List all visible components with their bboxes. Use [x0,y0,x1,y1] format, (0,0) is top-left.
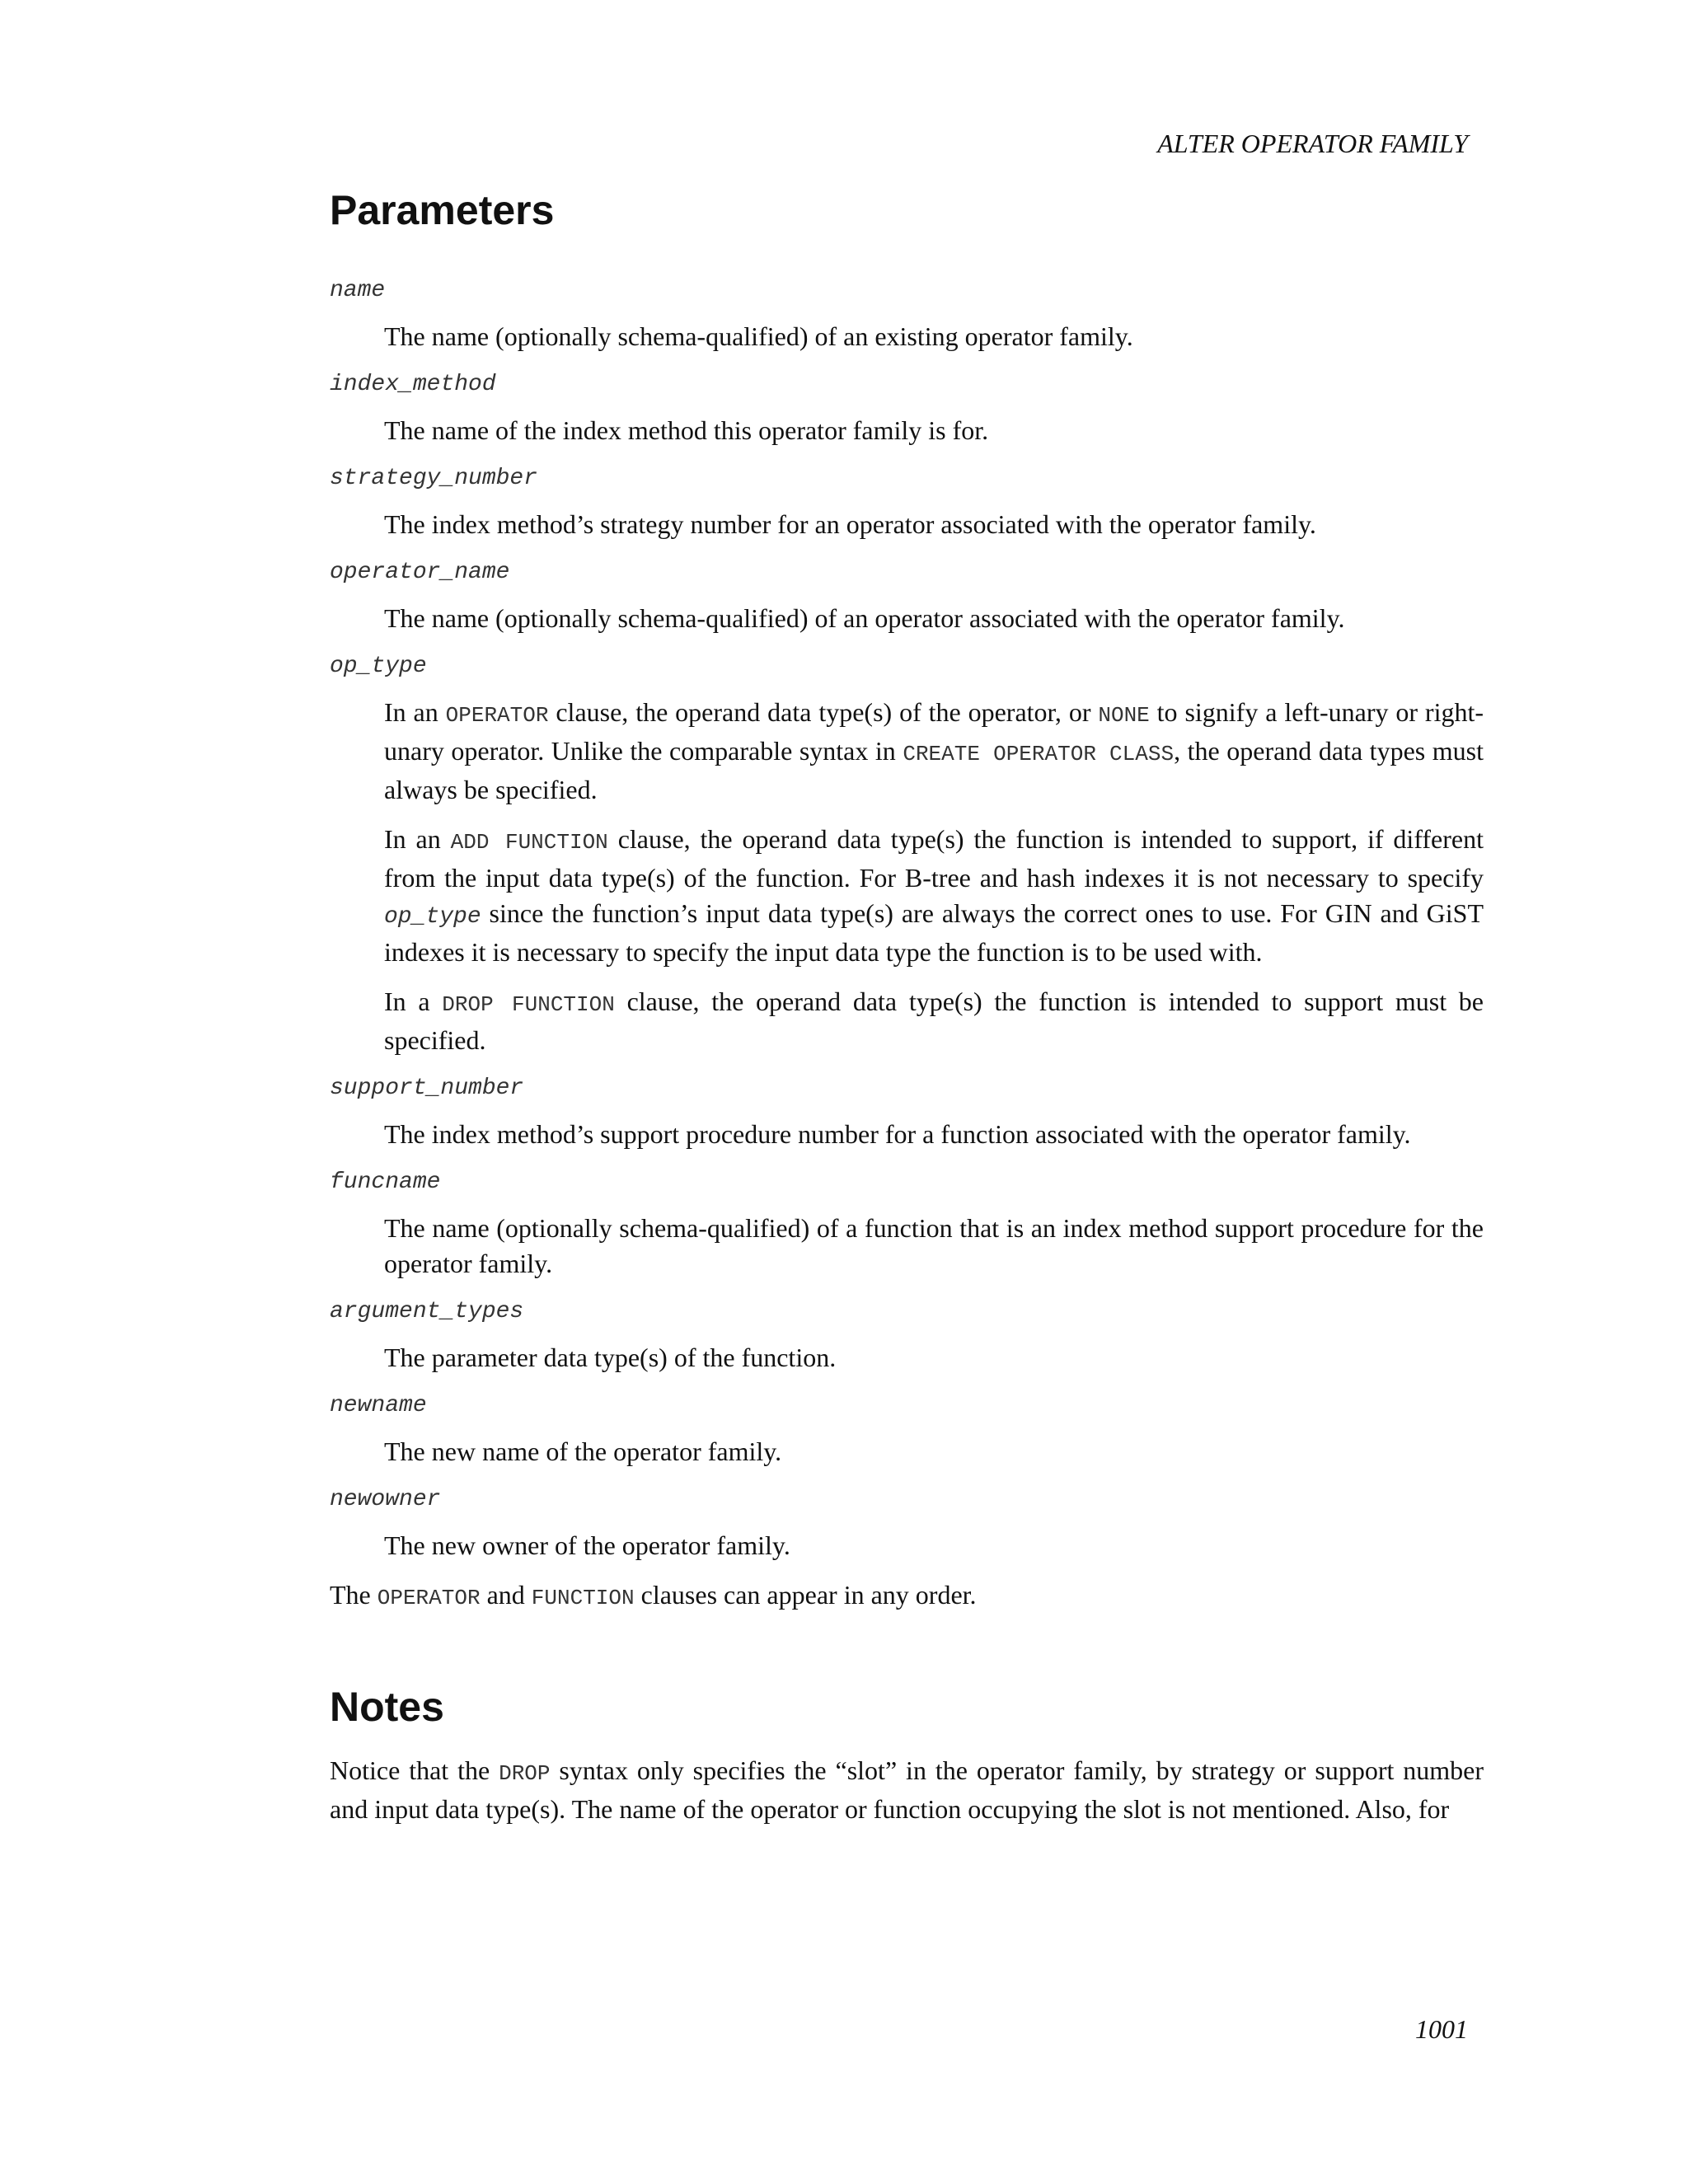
param-term-strategy-number: strategy_number [330,466,538,491]
param-term-argument-types: argument_types [330,1299,524,1324]
param-desc-op-type [384,695,1484,1058]
param-desc-operator-name: The name (optionally schema-qualified) of an operator associated with the operator family. [384,603,1345,633]
param-desc-support-number: The index method’s support procedure number for a function associated with the operator family. [384,1119,1411,1149]
param-term-op-type: op_type [330,654,427,679]
param-term-support-number: support_number [330,1076,524,1101]
code-operator: OPERATOR [445,703,549,728]
op-type-paragraph-3: In a DROP FUNCTION clause, the operand data type(s) the function is intended to support must be specified. [384,987,1484,1055]
param-desc-strategy-number: The index method’s strategy number for an operator associated with the operator family. [384,509,1316,539]
parameters-heading: Parameters [330,187,555,233]
param-term-operator-name: operator_name [330,560,510,585]
code-drop: DROP [499,1761,551,1786]
notes-paragraph: Notice that the DROP syntax only specifies the “slot” in the operator family, by strategy or support number and input data type(s). The name of the operator or function occupying the slot is not mentioned. Also, for [330,1755,1484,1824]
param-desc-argument-types: The parameter data type(s) of the function. [384,1343,837,1372]
code-none: NONE [1098,703,1150,728]
running-header: ALTER OPERATOR FAMILY [1157,129,1468,158]
page-content [330,185,1484,1841]
op-type-paragraph-2: In an ADD FUNCTION clause, the operand data type(s) the function is intended to support, if different from the input data type(s) of the function. For B-tree and hash indexes it is not necessary to specify op_type since the function’s input data type(s) are always the correct ones to use. For GIN and GiST indexes it is necessary to specify the input data type the function is to be used with. [384,824,1484,967]
code-function: FUNCTION [531,1586,635,1610]
clauses-order-paragraph: The OPERATOR and FUNCTION clauses can appear in any order. [330,1580,977,1610]
parameter-list [330,274,1484,1563]
code-create-operator-class: CREATE OPERATOR CLASS [903,742,1175,766]
param-desc-name: The name (optionally schema-qualified) of an existing operator family. [384,321,1133,351]
page-number: 1001 [1415,2014,1468,2044]
code-drop-function: DROP FUNCTION [442,992,615,1017]
param-desc-newowner: The new owner of the operator family. [384,1530,790,1560]
code-operator-2: OPERATOR [377,1586,481,1610]
emphasis-op-type: op_type [384,904,481,930]
param-desc-index-method: The name of the index method this operator family is for. [384,415,989,445]
code-add-function: ADD FUNCTION [450,830,608,855]
op-type-paragraph-1: In an OPERATOR clause, the operand data type(s) of the operator, or NONE to signify a left-unary or right-unary operator. Unlike the comparable syntax in CREATE OPERATOR CLASS, the operand data types must always be specified. [384,697,1484,804]
param-desc-newname: The new name of the operator family. [384,1436,782,1466]
param-term-funcname: funcname [330,1169,441,1195]
param-term-newname: newname [330,1393,427,1418]
notes-heading: Notes [330,1684,444,1730]
param-term-index-method: index_method [330,372,496,397]
param-desc-funcname: The name (optionally schema-qualified) of a function that is an index method support procedure for the operator family. [384,1213,1484,1278]
param-term-newowner: newowner [330,1487,441,1512]
param-term-name: name [330,278,386,303]
